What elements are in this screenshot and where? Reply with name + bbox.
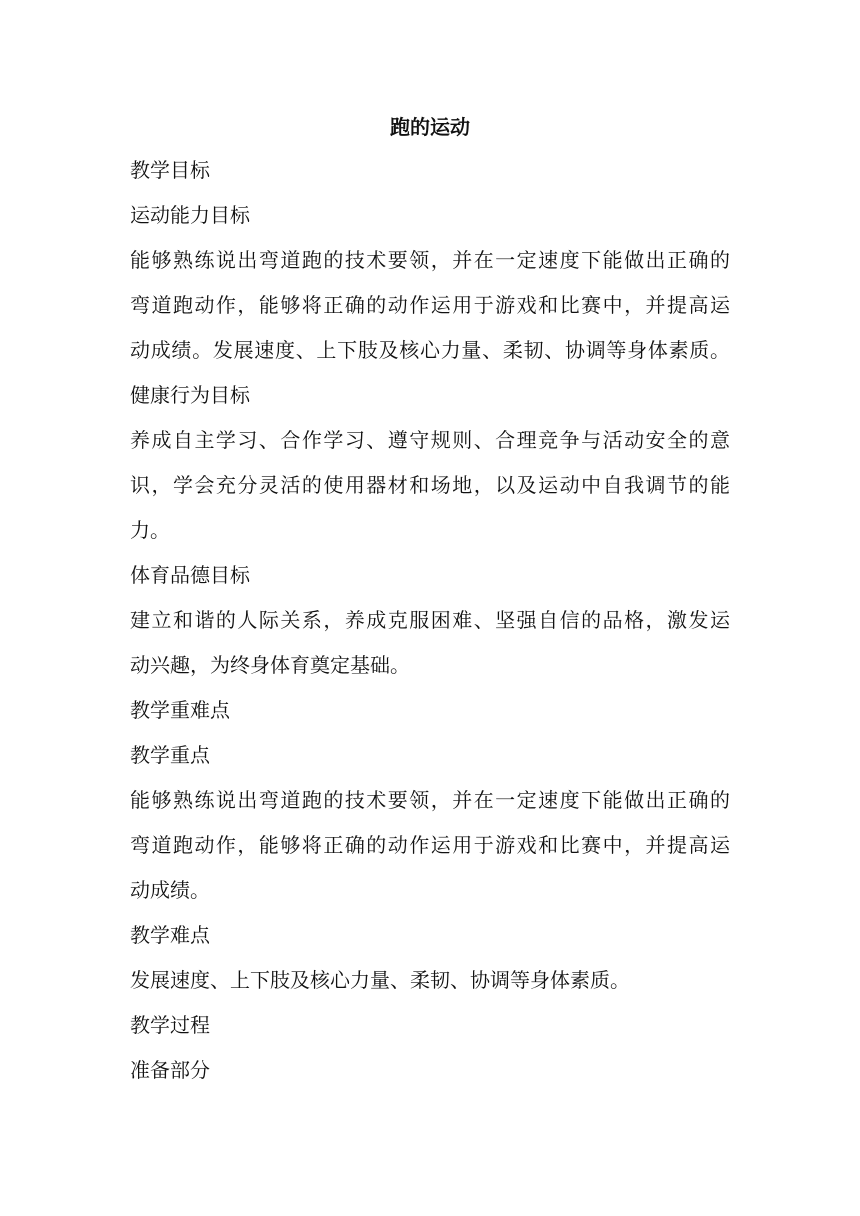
paragraph-line: 识，学会充分灵活的使用器材和场地，以及运动中自我调节的能	[130, 473, 730, 497]
paragraph-line: 弯道跑动作，能够将正确的动作运用于游戏和比赛中，并提高运	[130, 833, 730, 857]
paragraph-line: 能够熟练说出弯道跑的技术要领，并在一定速度下能做出正确的	[130, 248, 730, 272]
section-heading-teaching-process: 教学过程	[130, 1013, 210, 1037]
subheading-health-behavior-goals: 健康行为目标	[130, 383, 250, 407]
paragraph-line: 发展速度、上下肢及核心力量、柔韧、协调等身体素质。	[130, 968, 630, 992]
subheading-sports-ethics-goals: 体育品德目标	[130, 563, 250, 587]
paragraph-line: 弯道跑动作，能够将正确的动作运用于游戏和比赛中，并提高运	[130, 293, 730, 317]
paragraph-line: 动兴趣，为终身体育奠定基础。	[130, 653, 410, 677]
subheading-motor-ability-goals: 运动能力目标	[130, 203, 250, 227]
subheading-teaching-difficulties: 教学难点	[130, 923, 210, 947]
paragraph-line: 养成自主学习、合作学习、遵守规则、合理竞争与活动安全的意	[130, 428, 730, 452]
paragraph-line: 建立和谐的人际关系，养成克服困难、坚强自信的品格，激发运	[130, 608, 730, 632]
document-title: 跑的运动	[390, 115, 470, 139]
paragraph-line: 动成绩。发展速度、上下肢及核心力量、柔韧、协调等身体素质。	[130, 338, 730, 362]
section-heading-key-difficult-points: 教学重难点	[130, 698, 230, 722]
paragraph-line: 能够熟练说出弯道跑的技术要领，并在一定速度下能做出正确的	[130, 788, 730, 812]
paragraph-line: 动成绩。	[130, 878, 210, 902]
paragraph-line: 力。	[130, 518, 170, 542]
subheading-teaching-key-points: 教学重点	[130, 743, 210, 767]
section-heading-teaching-goals: 教学目标	[130, 158, 210, 182]
subheading-preparation-part: 准备部分	[130, 1058, 210, 1082]
document-content	[130, 112, 730, 1093]
